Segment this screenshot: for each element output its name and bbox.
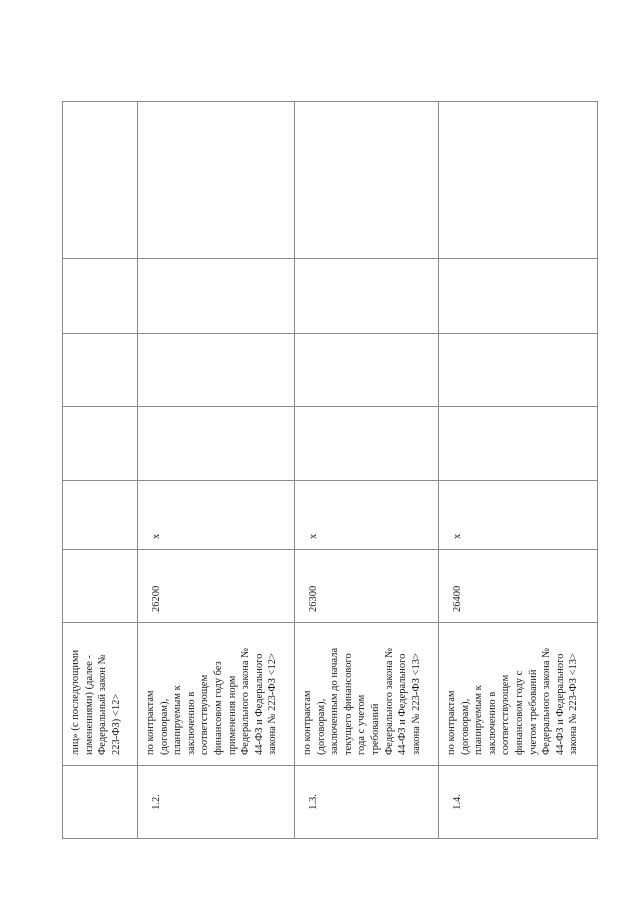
empty-cell [439, 334, 598, 407]
row-description: по контрактам (договорам), заключенным до начала текущего финансового года с учетом требований Федерального закона № 44-ФЗ и Федерального закона № 223-ФЗ <13> [302, 647, 422, 755]
row-code-cell [439, 550, 598, 623]
empty-cell [138, 334, 295, 407]
table [62, 101, 598, 839]
row-number-cell [439, 766, 598, 839]
row-description-cell [295, 623, 439, 766]
row-code-cell [295, 550, 439, 623]
empty-cell [295, 102, 439, 259]
row-code [63, 550, 75, 622]
empty-cell [63, 259, 138, 334]
row-description-cell [63, 623, 138, 766]
row-description-cell [439, 623, 598, 766]
row-mark-cell [63, 481, 138, 550]
row-number-cell [63, 766, 138, 839]
empty-cell [439, 259, 598, 334]
table-row [295, 102, 439, 839]
row-code: 26300 [308, 585, 319, 612]
row-description: лиц» (с последующими изменениями) (далее - Федеральный закон № 223-ФЗ) <12> [70, 649, 122, 755]
row-code-cell [138, 550, 295, 623]
row-mark: x [308, 533, 319, 539]
empty-cell [295, 334, 439, 407]
row-number: 1.2. [151, 794, 162, 810]
row-mark-cell [439, 481, 598, 550]
empty-cell [439, 102, 598, 259]
row-mark-cell [295, 481, 439, 550]
row-mark [63, 481, 75, 549]
table-row [138, 102, 295, 839]
empty-cell [138, 102, 295, 259]
row-code: 26400 [452, 585, 463, 612]
table-row [439, 102, 598, 839]
row-mark-cell [138, 481, 295, 550]
row-mark: x [452, 533, 463, 539]
empty-cell [295, 259, 439, 334]
row-code: 26200 [151, 585, 162, 612]
empty-cell [439, 407, 598, 481]
empty-cell [63, 102, 138, 259]
row-mark: x [151, 533, 162, 539]
row-number [63, 766, 75, 838]
empty-cell [138, 407, 295, 481]
empty-cell [138, 259, 295, 334]
row-number-cell [138, 766, 295, 839]
row-number: 1.3. [308, 794, 319, 810]
table-row [63, 102, 138, 839]
row-number-cell [295, 766, 439, 839]
row-code-cell [63, 550, 138, 623]
empty-cell [63, 407, 138, 481]
row-description: по контрактам (договорам), планируемым к заключению в соответствующем финансовом году без применения норм Федерального закона № 44-ФЗ и Федерального закона № 223-ФЗ <12> [145, 647, 279, 755]
row-number: 1.4. [452, 794, 463, 810]
empty-cell [295, 407, 439, 481]
empty-cell [63, 334, 138, 407]
row-description-cell [138, 623, 295, 766]
row-description: по контрактам (договорам), планируемым к заключению в соответствующем финансовом году с учетом требований Федерального закона № 44-ФЗ и Федерального закона № 223-ФЗ <13> [446, 647, 580, 755]
